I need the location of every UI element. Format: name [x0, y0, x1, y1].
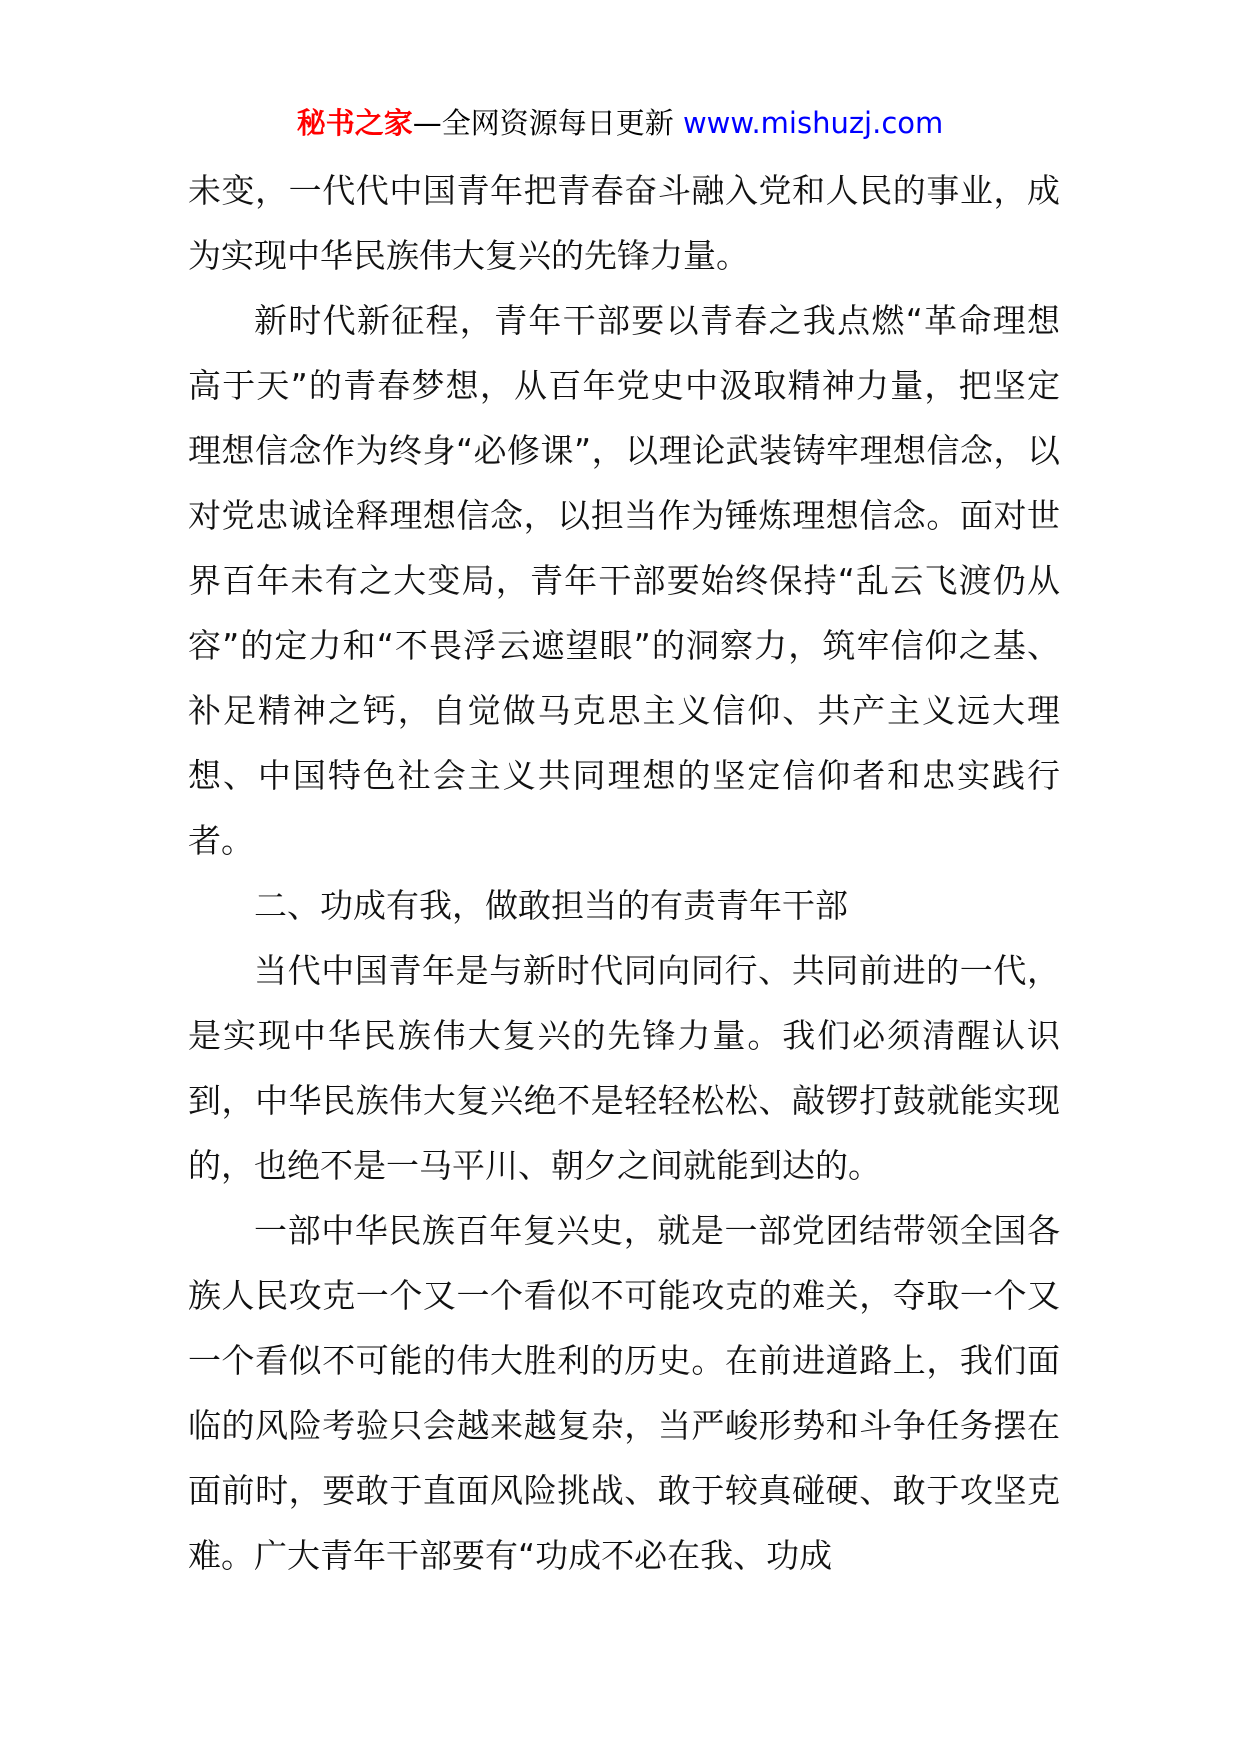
paragraph: 一部中华民族百年复兴史，就是一部党团结带领全国各族人民攻克一个又一个看似不可能攻克的难关，夺取一个又一个看似不可能的伟大胜利的历史。在前进道路上，我们面临的风险考验只会越来越复杂，当严峻形势和斗争任务摆在面前时，要敢于直面风险挑战、敢于较真碰硬、敢于攻坚克难。广大青年干部要有“功成不必在我、功成 [188, 1211, 1060, 1575]
site-brand: 秘书之家 [296, 106, 413, 140]
site-url-link[interactable]: www.mishuzj.com [682, 106, 944, 140]
paragraph: 当代中国青年是与新时代同向同行、共同前进的一代，是实现中华民族伟大复兴的先锋力量。我们必须清醒认识到，中华民族伟大复兴绝不是轻轻松松、敲锣打鼓就能实现的，也绝不是一马平川、朝夕之间就能到达的。 [188, 951, 1060, 1185]
paragraph: 新时代新征程，青年干部要以青春之我点燃“革命理想高于天”的青春梦想，从百年党史中汲取精神力量，把坚定理想信念作为终身“必修课”，以理论武装铸牢理想信念，以对党忠诚诠释理想信念，以担当作为锤炼理想信念。面对世界百年未有之大变局，青年干部要始终保持“乱云飞渡仍从容”的定力和“不畏浮云遮望眼”的洞察力，筑牢信仰之基、补足精神之钙，自觉做马克思主义信仰、共产主义远大理想、中国特色社会主义共同理想的坚定信仰者和忠实践行者。 [188, 301, 1060, 860]
site-tagline: —全网资源每日更新 [412, 106, 683, 140]
site-header [0, 100, 1240, 146]
paragraph-continued: 未变，一代代中国青年把青春奋斗融入党和人民的事业，成为实现中华民族伟大复兴的先锋力量。 [188, 171, 1060, 275]
document-body [188, 158, 1060, 1588]
section-heading: 二、功成有我，做敢担当的有责青年干部 [254, 886, 848, 925]
